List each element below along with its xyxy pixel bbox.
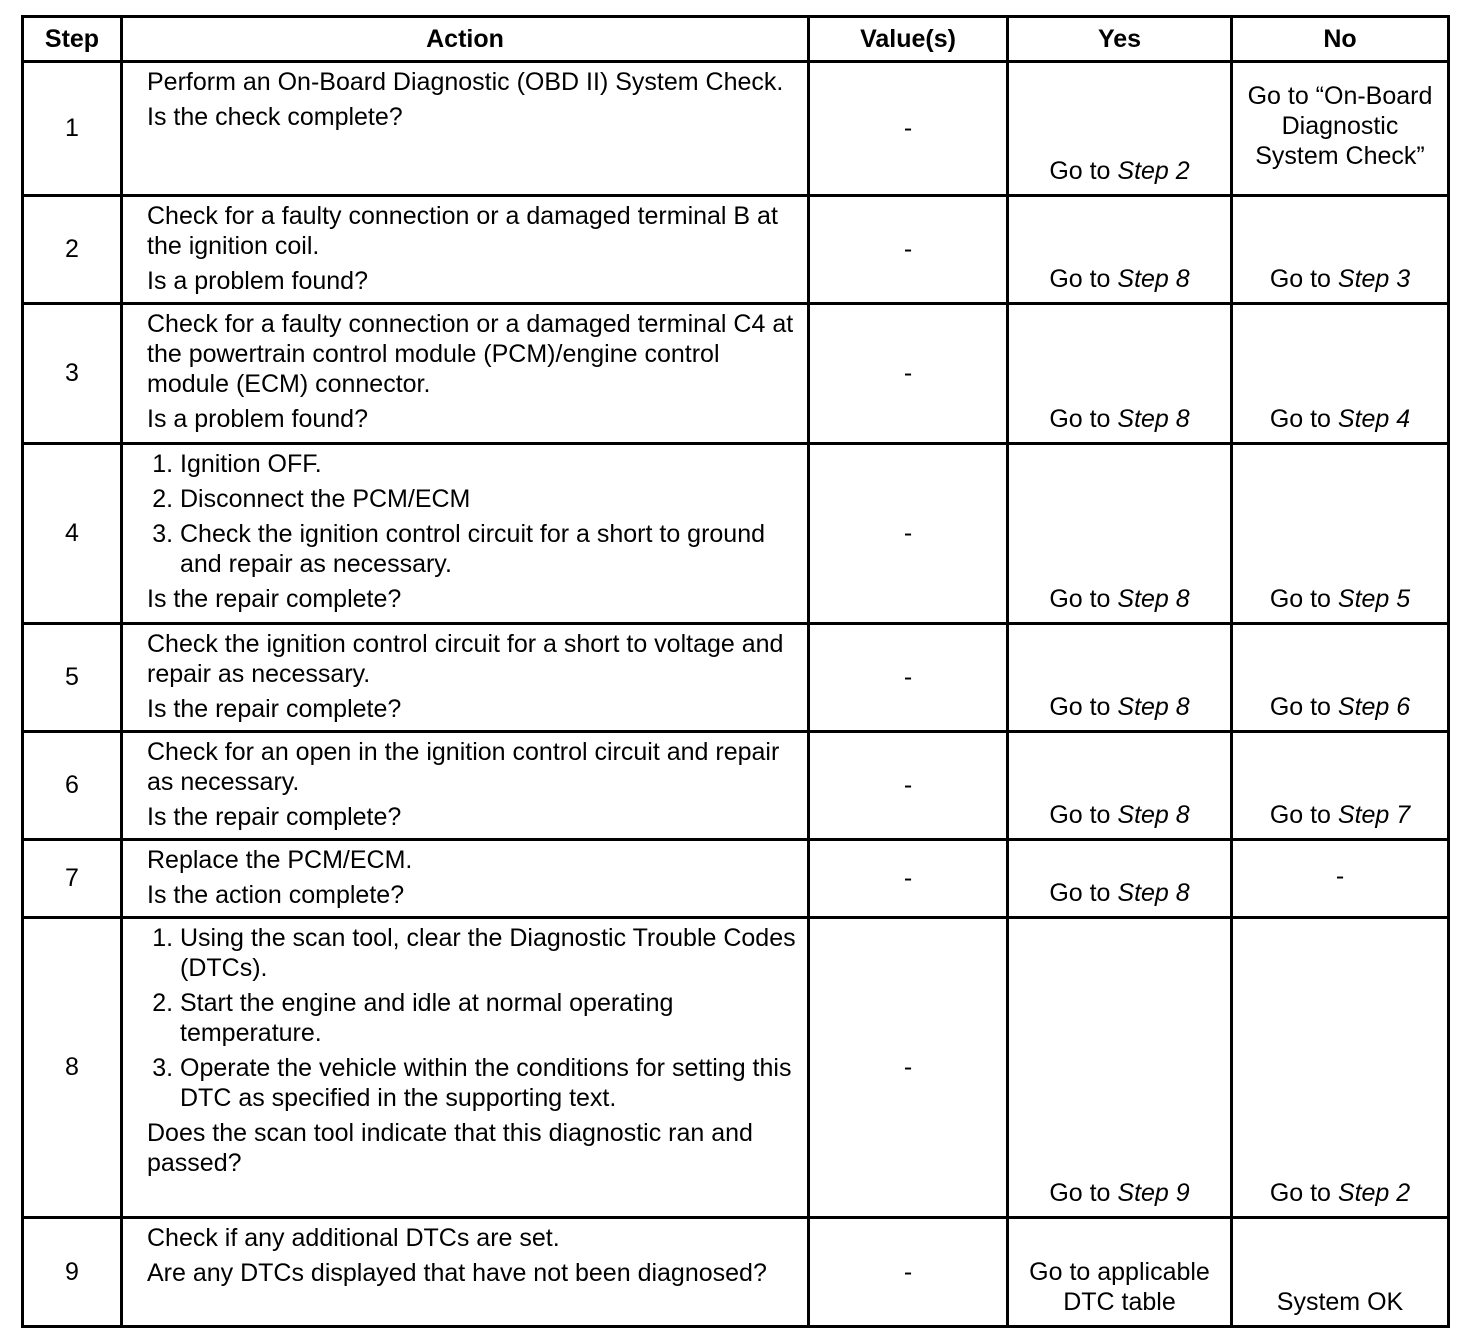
value-cell: - <box>809 304 1008 444</box>
yes-step-link: Step 8 <box>1117 585 1190 613</box>
action-text: Perform an On-Board Diagnostic (OBD II) System Check. <box>147 68 784 96</box>
yes-step-link: Step 2 <box>1117 157 1190 185</box>
action-cell <box>122 444 809 624</box>
no-cell <box>1232 1218 1449 1327</box>
action-text: Check the ignition control circuit for a short to voltage and repair as necessary. <box>147 630 784 688</box>
no-cell <box>1232 196 1449 304</box>
table-row <box>23 444 1449 624</box>
table-row <box>23 624 1449 732</box>
step-number: 3 <box>23 304 122 444</box>
yes-prefix: Go to <box>1049 801 1118 829</box>
action-question: Is the repair complete? <box>147 585 402 613</box>
yes-prefix: Go to <box>1049 879 1118 907</box>
value-cell: - <box>809 1218 1008 1327</box>
action-cell <box>122 732 809 840</box>
yes-text: Go to applicable DTC table <box>1029 1258 1210 1316</box>
action-cell <box>122 918 809 1218</box>
header-yes: Yes <box>1008 17 1232 62</box>
value-cell: - <box>809 62 1008 196</box>
step-number: 9 <box>23 1218 122 1327</box>
action-text: Is a problem found? <box>147 267 368 295</box>
header-action: Action <box>122 17 809 62</box>
no-step-link: Step 7 <box>1337 801 1411 829</box>
no-cell <box>1232 304 1449 444</box>
action-text: Replace the PCM/ECM. <box>147 846 413 874</box>
yes-step-link: Step 8 <box>1117 801 1190 829</box>
value-cell: - <box>809 840 1008 918</box>
yes-step-link: Step 9 <box>1117 1179 1190 1207</box>
action-text: Check for an open in the ignition control circuit and repair as necessary. <box>147 738 780 796</box>
no-cell <box>1232 444 1449 624</box>
action-cell <box>122 304 809 444</box>
action-step-item: 1. Using the scan tool, clear the Diagnostic Trouble Codes (DTCs). <box>180 923 797 983</box>
action-cell <box>122 840 809 918</box>
value-cell: - <box>809 444 1008 624</box>
yes-cell <box>1008 1218 1232 1327</box>
no-prefix: Go to <box>1269 405 1338 433</box>
no-cell <box>1232 918 1449 1218</box>
table-row <box>23 196 1449 304</box>
action-text: Are any DTCs displayed that have not been diagnosed? <box>147 1259 767 1287</box>
yes-prefix: Go to <box>1049 405 1118 433</box>
no-cell <box>1232 62 1449 196</box>
yes-step-link: Step 8 <box>1117 265 1190 293</box>
no-prefix: Go to <box>1269 585 1338 613</box>
yes-cell <box>1008 840 1232 918</box>
value-cell: - <box>809 196 1008 304</box>
step-number: 5 <box>23 624 122 732</box>
action-step-item: 3. Check the ignition control circuit for a short to ground and repair as necessary. <box>180 519 797 579</box>
no-step-link: Step 5 <box>1337 585 1411 613</box>
no-step-link: Step 6 <box>1337 693 1411 721</box>
action-cell <box>122 196 809 304</box>
no-prefix: Go to <box>1269 1179 1338 1207</box>
step-number: 2 <box>23 196 122 304</box>
yes-cell <box>1008 304 1232 444</box>
no-prefix: Go to <box>1269 693 1338 721</box>
action-step-item: 2. Start the engine and idle at normal operating temperature. <box>180 988 797 1048</box>
no-text: System OK <box>1276 1288 1404 1316</box>
yes-cell <box>1008 196 1232 304</box>
no-step-link: Step 4 <box>1337 405 1411 433</box>
action-steps-list <box>147 449 797 579</box>
yes-prefix: Go to <box>1049 1179 1118 1207</box>
no-cell <box>1232 624 1449 732</box>
no-prefix: Go to <box>1269 265 1338 293</box>
table-row <box>23 1218 1449 1327</box>
diagnostic-table <box>21 15 1450 1328</box>
no-step-link: Step 3 <box>1337 265 1411 293</box>
step-number: 1 <box>23 62 122 196</box>
action-text: Is the repair complete? <box>147 695 402 723</box>
yes-cell <box>1008 918 1232 1218</box>
table-row <box>23 62 1449 196</box>
yes-cell <box>1008 62 1232 196</box>
no-cell <box>1232 732 1449 840</box>
yes-prefix: Go to <box>1049 265 1118 293</box>
header-values: Value(s) <box>809 17 1008 62</box>
yes-step-link: Step 8 <box>1117 879 1190 907</box>
step-number: 7 <box>23 840 122 918</box>
step-number: 6 <box>23 732 122 840</box>
action-text: Check if any additional DTCs are set. <box>147 1224 560 1252</box>
no-text: - <box>1335 861 1345 890</box>
value-cell: - <box>809 918 1008 1218</box>
action-text: Is the repair complete? <box>147 803 402 831</box>
header-step: Step <box>23 17 122 62</box>
no-cell <box>1232 840 1449 918</box>
header-row <box>23 17 1449 62</box>
yes-cell <box>1008 444 1232 624</box>
action-step-item: 2. Disconnect the PCM/ECM <box>180 484 797 514</box>
yes-step-link: Step 8 <box>1117 693 1190 721</box>
no-prefix: Go to <box>1269 801 1338 829</box>
action-text: Check for a faulty connection or a damaged terminal B at the ignition coil. <box>147 202 778 260</box>
action-cell <box>122 62 809 196</box>
header-no: No <box>1232 17 1449 62</box>
yes-cell <box>1008 732 1232 840</box>
yes-prefix: Go to <box>1049 585 1118 613</box>
no-text: Go to “On-Board Diagnostic System Check” <box>1247 81 1433 170</box>
table-row <box>23 840 1449 918</box>
action-step-item: 3. Operate the vehicle within the conditions for setting this DTC as specified in the supporting text. <box>180 1053 797 1113</box>
action-text: Check for a faulty connection or a damaged terminal C4 at the powertrain control module (PCM)/engine control module (ECM) connector. <box>147 310 794 398</box>
action-step-item: 1. Ignition OFF. <box>180 449 797 479</box>
no-step-link: Step 2 <box>1337 1179 1411 1207</box>
action-steps-list <box>147 923 797 1113</box>
action-question: Does the scan tool indicate that this diagnostic ran and passed? <box>147 1119 753 1177</box>
yes-prefix: Go to <box>1049 157 1118 185</box>
step-number: 8 <box>23 918 122 1218</box>
value-cell: - <box>809 624 1008 732</box>
action-text: Is a problem found? <box>147 405 368 433</box>
table-row <box>23 304 1449 444</box>
table-row <box>23 732 1449 840</box>
action-text: Is the action complete? <box>147 881 405 909</box>
action-text: Is the check complete? <box>147 103 403 131</box>
value-cell: - <box>809 732 1008 840</box>
table-row <box>23 918 1449 1218</box>
yes-prefix: Go to <box>1049 693 1118 721</box>
yes-cell <box>1008 624 1232 732</box>
action-cell <box>122 624 809 732</box>
action-cell <box>122 1218 809 1327</box>
yes-step-link: Step 8 <box>1117 405 1190 433</box>
step-number: 4 <box>23 444 122 624</box>
